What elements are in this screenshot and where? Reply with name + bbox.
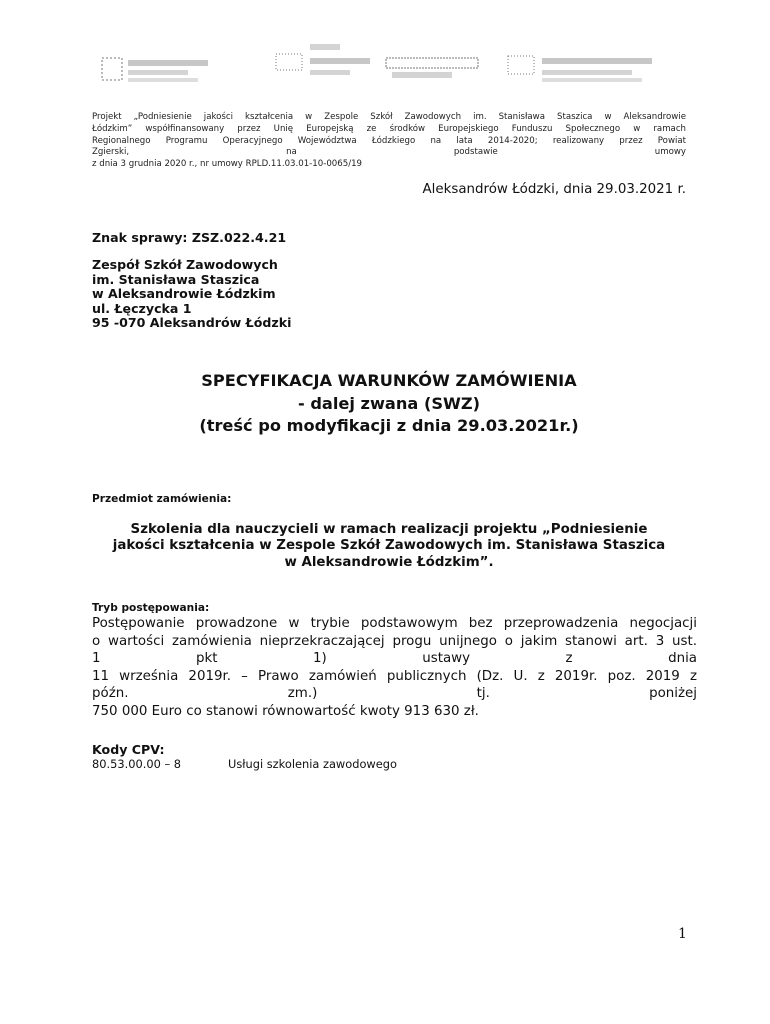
address-line: im. Stanisława Staszica (92, 271, 260, 287)
rp-flag-logo (276, 44, 370, 75)
procedure-line: 11 września 2019r. – Prawo zamówień publicznych (Dz. U. z 2019r. poz. 2019 z (92, 668, 697, 684)
contracting-authority-address (92, 258, 291, 331)
address-line: w Aleksandrowie Łódzkim (92, 286, 276, 302)
fe-logo (102, 58, 208, 82)
cpv-row (92, 757, 397, 771)
cpv-description: Usługi szkolenia zawodowego (228, 757, 397, 771)
lodzkie-logo (386, 58, 478, 78)
procedure-line: 750 000 Euro co stanowi równowartość kwoty 913 630 zł. (92, 703, 479, 719)
cpv-label: Kody CPV: (92, 742, 165, 757)
procedure-label: Tryb postępowania: (92, 602, 210, 614)
title-line: (treść po modyfikacji z dnia 29.03.2021r.) (199, 416, 579, 435)
procedure-line: 1 pkt 1) ustawy z dnia (92, 651, 697, 667)
project-note-line: Łódzkim” współfinansowany przez Unię Europejską ze środków Europejskiego Funduszu Społecznego w ramach (92, 123, 686, 134)
project-note-line: z dnia 3 grudnia 2020 r., nr umowy RPLD.11.03.01-10-0065/19 (92, 159, 363, 170)
project-note-line: Projekt „Podniesienie jakości kształcenia w Zespole Szkół Zawodowych im. Stanisława Staszica w Aleksandrowie (92, 112, 686, 122)
address-line: 95 -070 Aleksandrów Łódzki (92, 315, 292, 331)
subject-line: jakości kształcenia w Zespole Szkół Zawodowych im. Stanisława Staszica (112, 538, 666, 554)
project-note-line: Zgierski, na podstawie umowy (92, 147, 686, 158)
subject-label: Przedmiot zamówienia: (92, 493, 232, 505)
document-title (92, 370, 686, 438)
case-number: Znak sprawy: ZSZ.022.4.21 (92, 230, 287, 245)
procedure-line: Postępowanie prowadzone w trybie podstawowym bez przeprowadzenia negocjacji (92, 616, 697, 631)
title-line: - dalej zwana (SWZ) (297, 393, 480, 413)
project-note-line: Regionalnego Programu Operacyjnego Województwa Łódzkiego na lata 2014-2020; realizowany przez Powiat (92, 135, 686, 146)
subject-line: w Aleksandrowie Łódzkim”. (284, 554, 494, 570)
address-line: Zespół Szkół Zawodowych (92, 257, 278, 272)
funding-logos-bar (96, 44, 676, 92)
procedure-line: późn. zm.) tj. poniżej (92, 686, 697, 702)
address-line: ul. Łęczycka 1 (92, 300, 192, 316)
subject-text (92, 522, 686, 571)
page-number: 1 (678, 926, 687, 942)
project-funding-note (92, 112, 686, 171)
title-line: SPECYFIKACJA WARUNKÓW ZAMÓWIENIA (201, 371, 577, 390)
procedure-text (92, 615, 697, 721)
eu-flag-logo (508, 56, 652, 82)
place-and-date: Aleksandrów Łódzki, dnia 29.03.2021 r. (422, 182, 686, 197)
subject-line: Szkolenia dla nauczycieli w ramach realizacji projektu „Podniesienie (130, 522, 648, 537)
procedure-line: o wartości zamówienia nieprzekraczającej progu unijnego o jakim stanowi art. 3 ust. (92, 633, 697, 649)
cpv-code: 80.53.00.00 – 8 (92, 757, 182, 771)
